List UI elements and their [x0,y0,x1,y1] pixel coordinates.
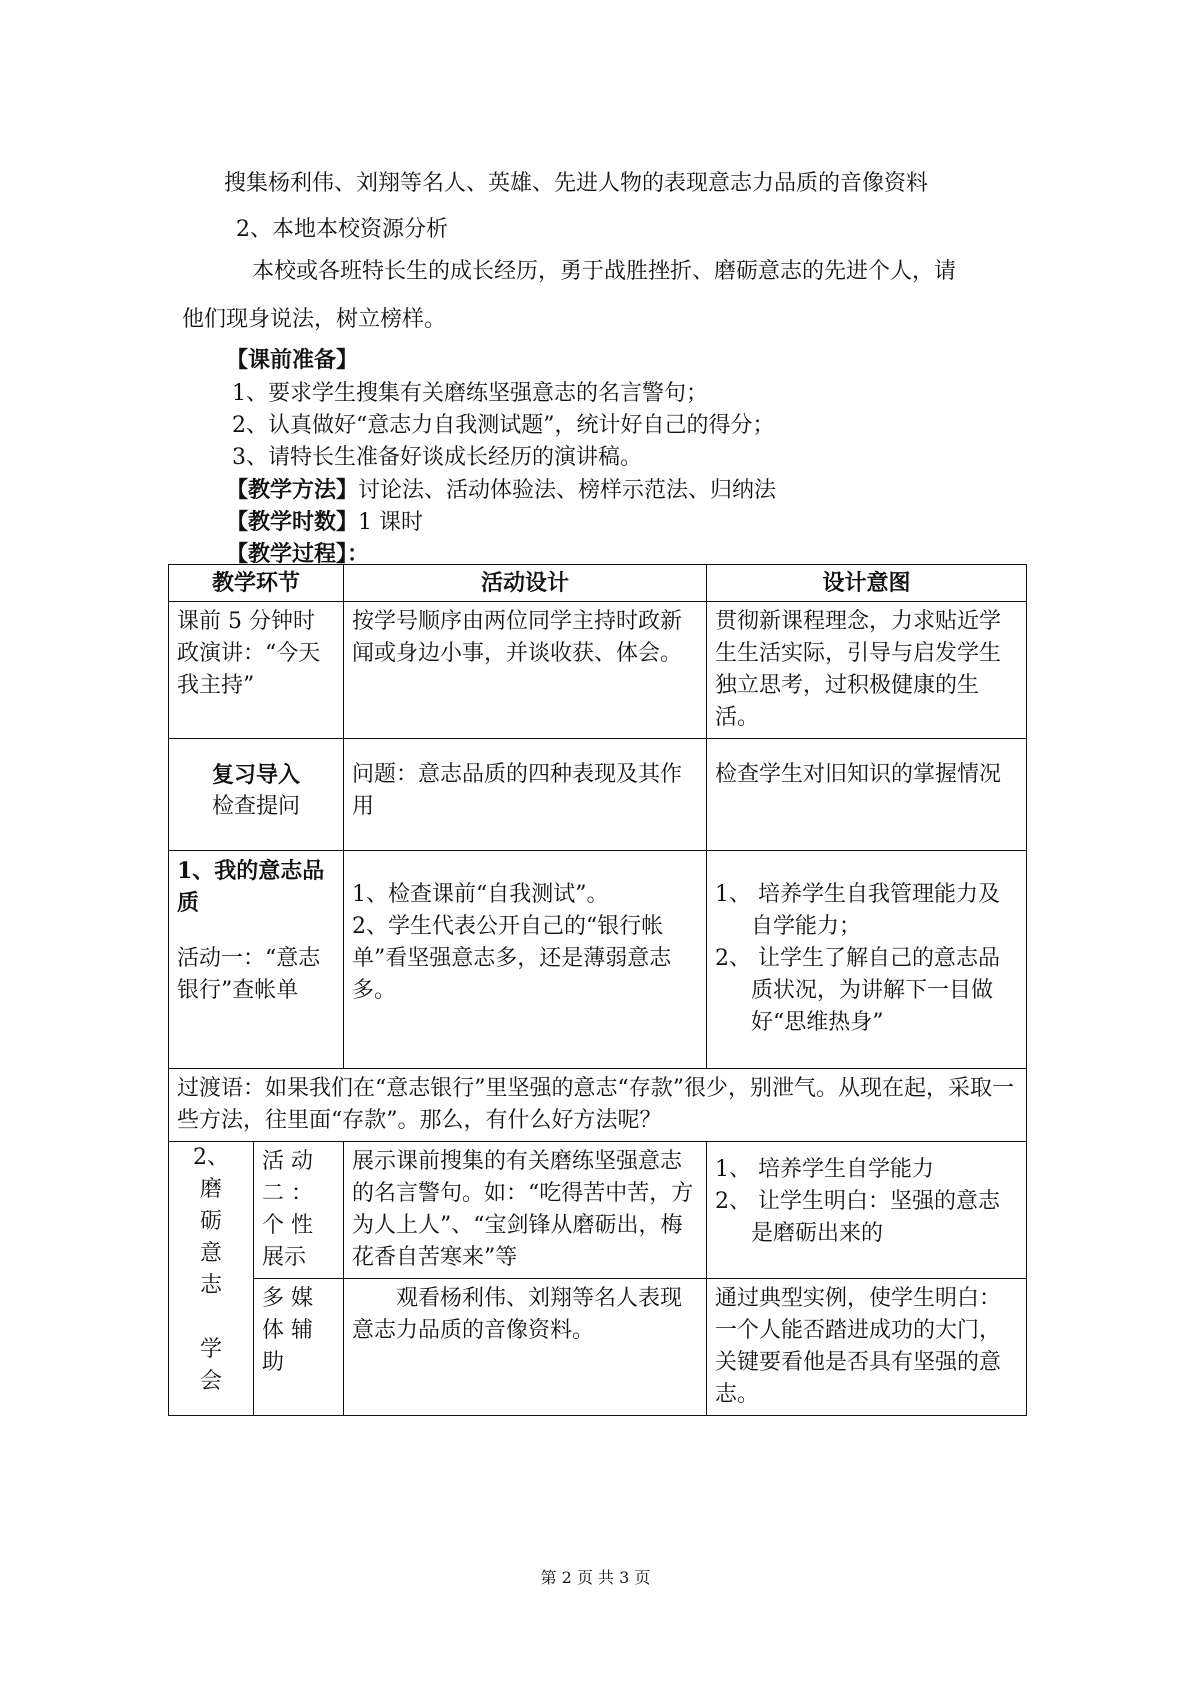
hours-heading: 【教学时数】 [226,509,359,535]
header-stage: 教学环节 [169,565,344,602]
table-row [169,739,1027,851]
table-row [169,1142,1027,1279]
row4-sub-1: 活 动 二 ： 个 性 展示 [254,1142,344,1279]
intro-line-3b: 他们现身说法，树立榜样。 [182,307,447,332]
page-footer: 第 2 页 共 3 页 [540,1568,651,1587]
header-intent: 设计意图 [707,565,1027,602]
row1-stage: 课前 5 分钟时政演讲：“今天我主持” [169,602,344,739]
row3-activity [344,851,707,1069]
row4-intent-1a: 1、 培养学生自学能力 [715,1157,935,1182]
prep-item-1: 1、要求学生搜集有关磨练坚强意志的名言警句； [232,381,708,406]
row3-activity-1: 1、检查课前“自我测试”。 [352,882,609,907]
intro-line-3a: 本校或各班特长生的成长经历，勇于战胜挫折、磨砺意志的先进个人，请 [252,259,957,284]
process-heading: 【教学过程】： [226,541,370,567]
row4-intent-2: 通过典型实例，使学生明白：一个人能否踏进成功的大门，关键要看他是否具有坚强的意志。 [707,1279,1027,1416]
intro-line-2: 2、本地本校资源分析 [236,217,448,242]
row2-intent: 检查学生对旧知识的掌握情况 [707,739,1027,851]
row2-stage [169,739,344,851]
row4-stage: 2、 磨 砺 意 志 学 会 [169,1142,254,1416]
row3-stage-sub: 活动一：“意志银行”查帐单 [177,946,321,1003]
row2-activity: 问题：意志品质的四种表现及其作用 [344,739,707,851]
method-text: 讨论法、活动体验法、榜样示范法、归纳法 [358,478,777,503]
row2-stage-title: 复习导入 [212,762,301,788]
hours-text: 1 课时 [358,510,424,535]
table-row [169,1069,1027,1142]
row4-activity-1: 展示课前搜集的有关磨练坚强意志的名言警句。如：“吃得苦中苦，方为人上人”、“宝剑锋从磨砺出，梅花香自苦寒来”等 [344,1142,707,1279]
row3-activity-2: 2、学生代表公开自己的“银行帐单”看坚强意志多，还是薄弱意志多。 [352,914,672,1003]
transition-text: 过渡语：如果我们在“意志银行”里坚强的意志“存款”很少，别泄气。从现在起，采取一些方法，往里面“存款”。那么，有什么好方法呢？ [169,1069,1027,1142]
header-activity: 活动设计 [344,565,707,602]
row3-stage-title: 1、我的意志品质 [177,858,325,916]
row3-intent-2: 2、 让学生了解自己的意志品质状况，为讲解下一目做好“思维热身” [715,946,1001,1035]
row3-intent-1: 1、 培养学生自我管理能力及自学能力； [715,882,1001,939]
table-row [169,1279,1027,1416]
method-line [226,474,776,507]
row4-intent-1b: 2、 让学生明白：坚强的意志是磨砺出来的 [715,1189,1001,1246]
row4-activity-2: 观看杨利伟、刘翔等名人表现意志力品质的音像资料。 [344,1279,707,1416]
intro-line-1: 搜集杨利伟、刘翔等名人、英雄、先进人物的表现意志力品质的音像资料 [224,171,929,196]
prep-item-2: 2、认真做好“意志力自我测试题”，统计好自己的得分； [232,413,775,438]
row1-activity: 按学号顺序由两位同学主持时政新闻或身边小事，并谈收获、体会。 [344,602,707,739]
teaching-process-table [168,564,1027,1416]
prep-item-3: 3、请特长生准备好谈成长经历的演讲稿。 [232,445,642,470]
table-row [169,602,1027,739]
table-row [169,851,1027,1069]
row4-intent-1 [707,1142,1027,1279]
row3-intent [707,851,1027,1069]
row2-stage-sub: 检查提问 [212,794,301,819]
table-header-row [169,565,1027,602]
hours-line [226,506,423,539]
row4-sub-2: 多 媒 体 辅 助 [254,1279,344,1416]
prep-heading: 【课前准备】 [226,347,359,373]
method-heading: 【教学方法】 [226,477,359,503]
row1-intent: 贯彻新课程理念，力求贴近学生生活实际，引导与启发学生独立思考，过积极健康的生活。 [707,602,1027,739]
row3-stage [169,851,344,1069]
